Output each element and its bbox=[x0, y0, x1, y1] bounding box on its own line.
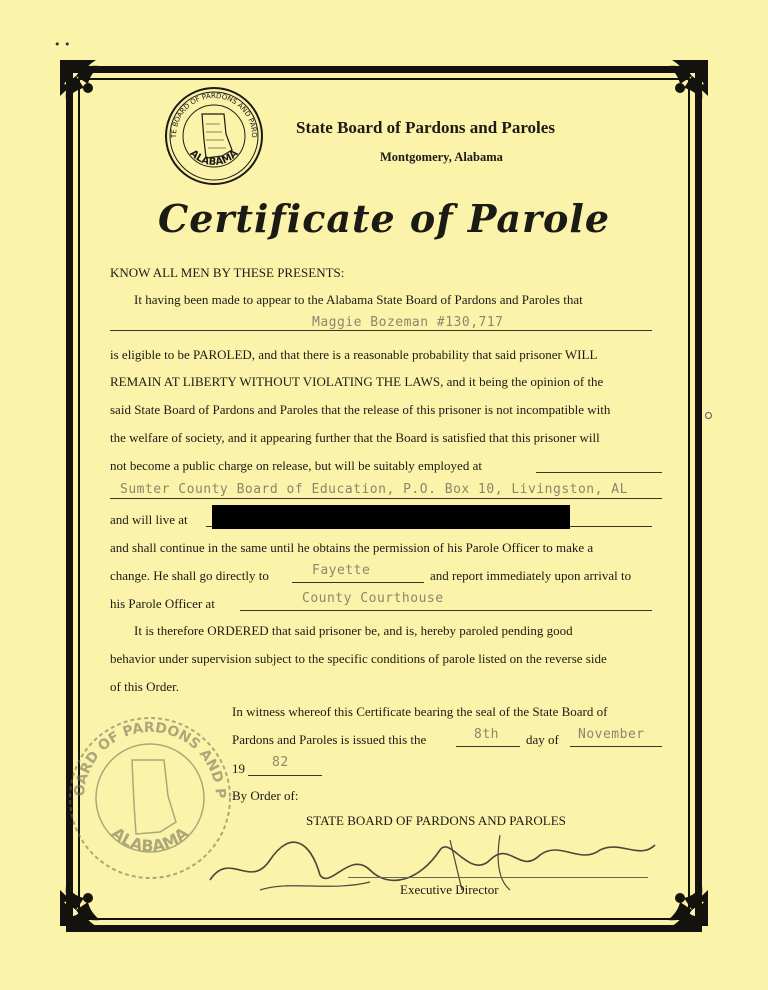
witness-line-2a: Pardons and Paroles is issued this the bbox=[232, 732, 427, 747]
month-value: November bbox=[578, 727, 645, 742]
redaction-bar bbox=[212, 505, 570, 529]
year-value: 82 bbox=[272, 755, 289, 770]
signer-title: Executive Director bbox=[400, 882, 499, 897]
body-line-1: It having been made to appear to the Alabama State Board of Pardons and Paroles that bbox=[134, 292, 583, 307]
body-line-10: It is therefore ORDERED that said prisoner be, and is, hereby paroled pending good bbox=[134, 623, 573, 638]
year-rule bbox=[248, 775, 322, 776]
employer-rule bbox=[110, 498, 662, 499]
body-line-3: REMAIN AT LIBERTY WITHOUT VIOLATING THE LAWS, and it being the opinion of the bbox=[110, 374, 604, 389]
board-seal-logo bbox=[162, 84, 266, 188]
prisoner-name-rule bbox=[110, 330, 652, 331]
body-line-12: of this Order. bbox=[110, 679, 179, 694]
signature-rule bbox=[348, 877, 648, 878]
board-location: Montgomery, Alabama bbox=[380, 150, 503, 164]
officer-location-rule bbox=[240, 610, 652, 611]
svg-text:STATE BOARD OF PARDONS AND PAR: OARD OF PARDONS AND P bbox=[71, 719, 229, 798]
officer-location-value: County Courthouse bbox=[302, 591, 444, 606]
certificate-title: Certificate of Parole bbox=[157, 196, 610, 241]
prisoner-name-value: Maggie Bozeman #130,717 bbox=[312, 315, 504, 330]
corner-ornament-top-right bbox=[648, 56, 712, 120]
witness-line-2b: day of bbox=[526, 732, 559, 747]
body-line-5: the welfare of society, and it appearing further that the Board is satisfied that this prisoner will bbox=[110, 430, 600, 445]
body-line-11: behavior under supervision subject to the specific conditions of parole listed on the reverse side bbox=[110, 651, 607, 666]
body-line-8b: and report immediately upon arrival to bbox=[430, 568, 632, 583]
by-order-label: By Order of: bbox=[232, 788, 299, 803]
month-rule bbox=[570, 746, 662, 747]
body-line-7: and shall continue in the same until he obtains the permission of his Parole Officer to make a bbox=[110, 540, 594, 555]
witness-line-1: In witness whereof this Certificate bearing the seal of the State Board of bbox=[232, 704, 608, 719]
employer-rule-start bbox=[536, 472, 662, 473]
employer-value: Sumter County Board of Education, P.O. Box 10, Livingston, AL bbox=[120, 482, 628, 497]
svg-text:ALABAMA: ALABAMA bbox=[107, 823, 193, 856]
body-line-9: his Parole Officer at bbox=[110, 596, 215, 611]
day-rule bbox=[456, 746, 520, 747]
year-prefix: 19 bbox=[232, 761, 245, 776]
body-line-2: is eligible to be PAROLED, and that there is a reasonable probability that said prisoner WILL bbox=[110, 347, 598, 362]
board-name: State Board of Pardons and Paroles bbox=[296, 118, 555, 137]
day-value: 8th bbox=[474, 727, 499, 742]
destination-value: Fayette bbox=[312, 563, 371, 578]
margin-scribble: • • bbox=[54, 38, 71, 51]
corner-ornament-top-left bbox=[56, 56, 120, 120]
live-at-label: and will live at bbox=[110, 512, 188, 527]
body-line-8a: change. He shall go directly to bbox=[110, 568, 269, 583]
svg-text:STATE BOARD OF PARDONS AND PAR: TE BOARD OF PARDONS AND PARO bbox=[169, 91, 259, 139]
punch-hole-mark bbox=[705, 412, 712, 419]
intro-line: KNOW ALL MEN BY THESE PRESENTS: bbox=[110, 265, 345, 280]
board-caps-name: STATE BOARD OF PARDONS AND PAROLES bbox=[306, 813, 566, 828]
body-line-6: not become a public charge on release, but will be suitably employed at bbox=[110, 458, 482, 473]
destination-rule bbox=[292, 582, 424, 583]
body-line-4: said State Board of Pardons and Paroles that the release of this prisoner is not incompatible with bbox=[110, 402, 611, 417]
svg-text:ALABAMA: ALABAMA bbox=[187, 147, 241, 169]
